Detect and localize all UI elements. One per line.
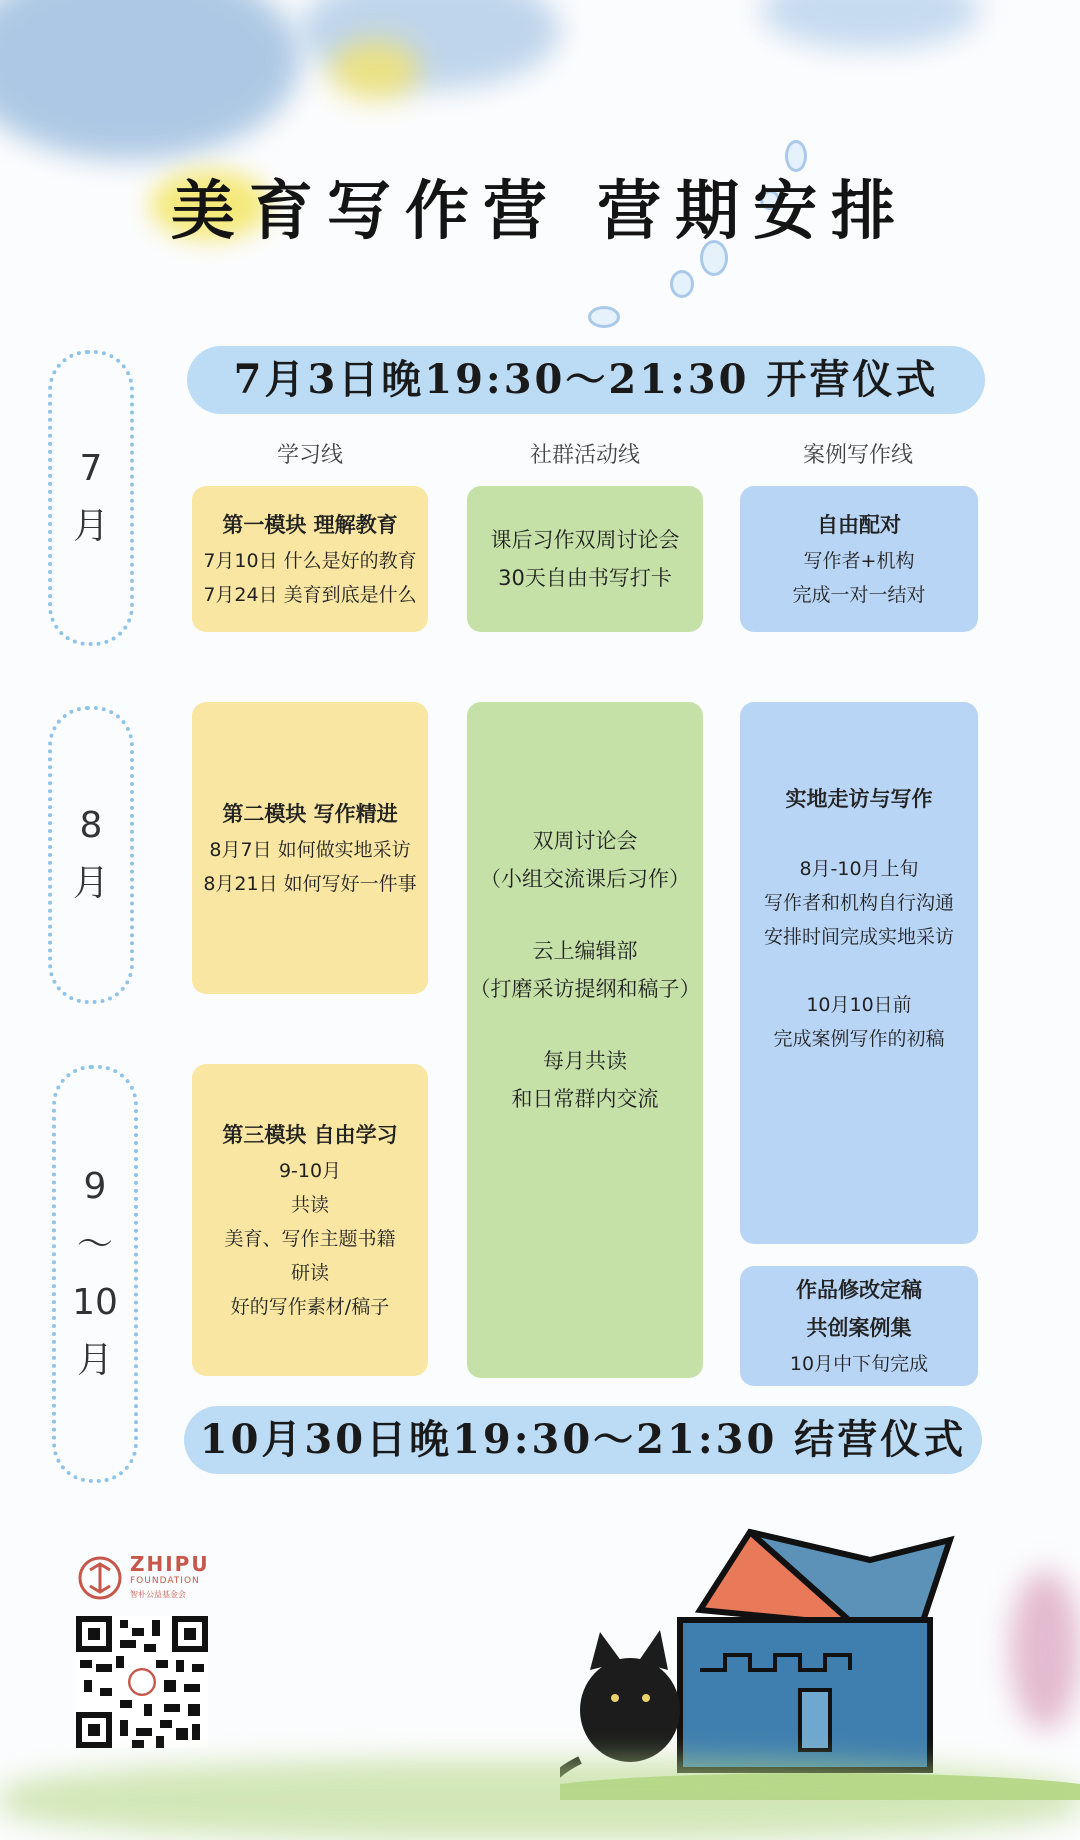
card-line: 写作者和机构自行沟通 [763, 892, 954, 914]
logo-cn: 智朴公益基金会 [130, 1590, 186, 1599]
card-line: 9-10月 [278, 1160, 342, 1182]
card-line: 30天自由书写打卡 [498, 566, 672, 590]
grass-wash [0, 1760, 1080, 1840]
card-heading: 第三模块 自由学习 [222, 1123, 398, 1147]
month-label-august [48, 706, 134, 1004]
card-line: 8月-10月上旬 [799, 858, 919, 880]
card-line: 好的写作素材/稿子 [230, 1296, 390, 1318]
card-line: 双周讨论会 [532, 829, 638, 853]
card-heading: 自由配对 [817, 513, 901, 537]
community-july-card [467, 486, 703, 632]
card-line: 8月21日 如何写好一件事 [203, 873, 417, 895]
month-number: 10 [72, 1282, 118, 1323]
month-char: 月 [72, 506, 109, 547]
logo-brand: ZHIPU [130, 1552, 210, 1576]
card-line: 写作者+机构 [803, 550, 915, 572]
card-line: 10月10日前 [806, 994, 912, 1016]
month-label-july [48, 350, 134, 646]
card-line: 和日常群内交流 [511, 1087, 659, 1111]
month-char: 月 [72, 863, 109, 904]
foundation-logo [76, 1552, 216, 1604]
card-line: 课后习作双周讨论会 [490, 528, 680, 552]
card-heading: 实地走访与写作 [785, 787, 933, 811]
logo-sub: FOUNDATION [130, 1576, 200, 1586]
water-drop [588, 306, 620, 328]
watercolor-wash-top-left [0, 0, 300, 160]
column-header-community: 社群活动线 [529, 443, 640, 468]
card-line: 完成案例写作的初稿 [773, 1028, 945, 1050]
qr-code [76, 1616, 208, 1748]
month-number: 9 [83, 1166, 107, 1207]
card-line: 安排时间完成实地采访 [763, 926, 954, 948]
column-header-study: 学习线 [276, 443, 343, 468]
card-line: 研读 [290, 1262, 329, 1284]
closing-ceremony-banner: 10月30日晚19:30～21:30 结营仪式 [184, 1406, 982, 1474]
month-label-sep-oct [52, 1065, 138, 1483]
month-number: 8 [79, 805, 103, 846]
case-final-card [740, 1266, 978, 1386]
card-line: 每月共读 [543, 1049, 627, 1073]
card-line: 云上编辑部 [532, 939, 638, 963]
card-line: 7月24日 美育到底是什么 [203, 584, 417, 606]
watercolor-splash-yellow [330, 40, 420, 100]
month-tilde: ～ [76, 1224, 113, 1265]
page-title: 美育写作营 营期安排 [170, 174, 910, 249]
card-heading: 作品修改定稿 [796, 1278, 922, 1302]
study-module-2-card [192, 702, 428, 994]
card-line: （打磨采访提纲和稿子） [469, 977, 701, 1001]
opening-ceremony-banner: 7月3日晚19:30～21:30 开营仪式 [187, 346, 985, 414]
card-line: 美育、写作主题书籍 [224, 1228, 396, 1250]
case-field-visit-card [740, 702, 978, 1244]
cat-house-illustration [560, 1520, 1080, 1800]
card-line: 8月7日 如何做实地采访 [209, 839, 411, 861]
card-line: 完成一对一结对 [792, 584, 926, 606]
month-number: 7 [79, 448, 103, 489]
study-module-3-card [192, 1064, 428, 1376]
card-line: 共读 [290, 1194, 329, 1216]
watercolor-wash-top-right [760, 0, 980, 50]
water-drop [670, 270, 694, 298]
card-line: 7月10日 什么是好的教育 [203, 550, 417, 572]
community-main-card [467, 702, 703, 1378]
tree-wash-right [1010, 1570, 1080, 1730]
card-heading: 第一模块 理解教育 [222, 513, 398, 537]
column-header-case-writing: 案例写作线 [802, 443, 913, 468]
card-heading: 第二模块 写作精进 [222, 802, 398, 826]
study-module-1-card [192, 486, 428, 632]
card-heading: 共创案例集 [806, 1316, 912, 1340]
case-pairing-card [740, 486, 978, 632]
qr-code-icon [76, 1616, 208, 1748]
month-char: 月 [76, 1340, 113, 1381]
foundation-seal-icon [76, 1554, 124, 1602]
card-line: 10月中下旬完成 [789, 1353, 929, 1375]
card-line: （小组交流课后习作） [480, 867, 690, 891]
